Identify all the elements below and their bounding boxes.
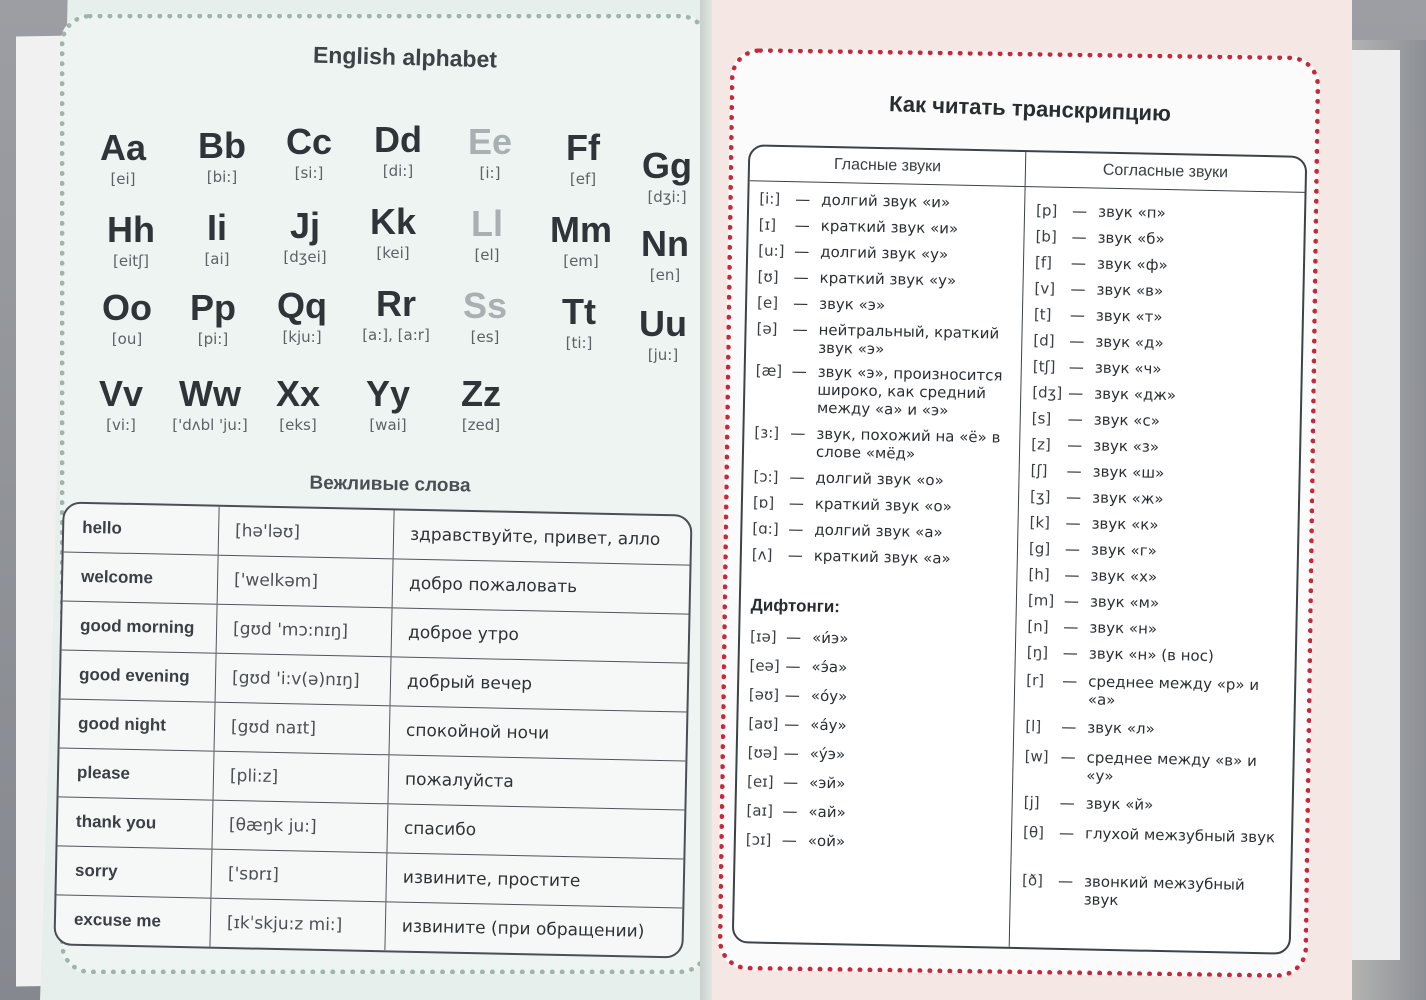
consonant-symbol: [r] — [1026, 671, 1045, 690]
letter-transcription: [ei] — [110, 170, 136, 188]
diphthong-row — [746, 830, 1003, 853]
letter-card — [76, 374, 166, 436]
vowel-symbol: [ʊ] — [757, 267, 779, 286]
russian-translation: добро пожаловать — [408, 573, 578, 598]
vowel-symbol: [ɔ:] — [753, 467, 779, 486]
vowel-description: звук «э», произносится широко, как средний между «а» и «э» — [816, 362, 1003, 420]
consonant-symbol: [l] — [1025, 717, 1042, 736]
alphabet-grid — [90, 118, 700, 448]
diphthong-row — [748, 743, 1005, 766]
letter-glyph: Aa — [99, 127, 147, 168]
letter-glyph: Tt — [562, 291, 596, 332]
consonant-row — [1023, 823, 1285, 846]
diphthong-symbol: [aɪ] — [746, 801, 774, 820]
consonant-row — [1028, 591, 1290, 614]
letter-card — [618, 304, 708, 366]
letter-transcription: [ju:] — [647, 346, 679, 364]
diphthong-row — [748, 714, 1005, 737]
vowel-row — [752, 545, 1009, 568]
consonant-row — [1030, 487, 1292, 510]
letter-glyph: Ii — [206, 207, 227, 248]
letter-glyph: Pp — [189, 287, 236, 328]
dash: — — [1070, 280, 1086, 299]
letter-glyph: Bb — [198, 125, 246, 166]
vowel-row — [756, 319, 1014, 360]
english-word: please — [59, 748, 215, 799]
diphthong-symbol: [aʊ] — [748, 714, 779, 733]
diphthong-description: «о́у» — [810, 686, 848, 706]
consonant-row — [1030, 461, 1292, 484]
consonant-row — [1033, 357, 1295, 380]
letter-card — [78, 128, 168, 190]
vowel-description: звук «э» — [818, 294, 886, 315]
letter-glyph: Zz — [461, 373, 501, 414]
consonant-symbol: [tʃ] — [1032, 357, 1056, 376]
diphthong-row — [749, 656, 1006, 679]
letter-glyph: Vv — [98, 373, 144, 414]
word-transcription: [ɪkˈskju:z mi:] — [210, 899, 386, 951]
diphthong-row — [749, 685, 1006, 708]
letter-card — [253, 374, 343, 436]
consonant-description: звук «л» — [1087, 718, 1155, 738]
vowel-description: нейтральный, краткий звук «э» — [817, 320, 1000, 359]
vowel-symbol: [ə] — [756, 319, 778, 338]
dash: — — [1065, 487, 1082, 507]
consonant-description: звук «дж» — [1094, 384, 1177, 405]
consonant-description: звук «б» — [1097, 228, 1165, 248]
dash: — — [1071, 228, 1087, 247]
word-transcription: ['welkəm] — [218, 556, 394, 608]
transcription-table — [732, 144, 1308, 955]
dash: — — [795, 190, 811, 209]
dash: — — [1061, 717, 1077, 737]
consonant-description: среднее между «р» и «а» — [1087, 672, 1260, 710]
consonant-row — [1026, 671, 1289, 712]
word-transcription: ['sɒrɪ] — [211, 850, 387, 902]
vowel-symbol: [ɪ] — [758, 215, 777, 234]
dash: — — [789, 468, 805, 487]
vowel-symbol: [æ] — [755, 361, 783, 380]
diphthong-symbol: [ʊə] — [747, 743, 779, 762]
letter-transcription: ['dʌbl 'ju:] — [172, 416, 248, 434]
consonant-symbol: [z] — [1031, 435, 1051, 454]
word-transcription: [gʊd 'i:v(ə)nɪŋ] — [216, 654, 392, 706]
dash: — — [1066, 461, 1082, 481]
letter-transcription: [di:] — [382, 162, 414, 180]
letter-transcription: [eks] — [279, 416, 317, 434]
letter-card — [160, 374, 260, 436]
diphthong-description: «а́у» — [810, 715, 847, 735]
letter-card — [172, 208, 262, 270]
letter-card — [620, 224, 710, 286]
english-word: good evening — [61, 650, 217, 701]
polite-words-table — [53, 501, 692, 958]
consonant-symbol: [s] — [1031, 409, 1052, 428]
consonant-description: звук «н» — [1089, 618, 1158, 638]
consonant-description: звук «ч» — [1094, 358, 1162, 378]
diphthong-description: «у́э» — [809, 744, 846, 764]
vowels-header: Гласные звуки — [750, 146, 1027, 186]
word-transcription: [gʊd 'mɔ:nɪŋ] — [217, 605, 393, 657]
letter-transcription: [ai] — [204, 250, 230, 268]
dash: — — [792, 294, 809, 313]
vowel-row — [757, 293, 1014, 316]
consonant-row — [1033, 331, 1295, 354]
consonant-symbol: [n] — [1027, 617, 1049, 636]
diphthong-description: «эй» — [808, 773, 846, 793]
dash: — — [793, 268, 809, 287]
vowel-description: краткий звук «о» — [814, 494, 952, 516]
letter-transcription: [ef] — [569, 170, 597, 188]
letter-card — [436, 374, 526, 436]
dash: — — [791, 362, 807, 381]
consonant-symbol: [d] — [1033, 331, 1055, 350]
russian-translation: спокойной ночи — [405, 720, 550, 744]
letter-glyph: Mm — [550, 209, 612, 250]
vowel-description: звук, похожий на «ё» в слове «мёд» — [815, 424, 1001, 463]
consonant-description: среднее между «в» и «у» — [1086, 748, 1257, 786]
dash: — — [1059, 793, 1075, 813]
consonant-description: звук «н» (в нос) — [1088, 644, 1214, 666]
consonant-description: звук «к» — [1091, 514, 1159, 534]
letter-glyph: Ff — [566, 127, 600, 168]
dash: — — [1060, 747, 1076, 767]
consonant-symbol: [ʃ] — [1030, 461, 1048, 480]
russian-translation: доброе утро — [407, 622, 520, 646]
letter-transcription: [vi:] — [106, 416, 136, 434]
vowel-symbol: [ɑ:] — [752, 519, 779, 538]
dash: — — [788, 494, 805, 513]
vowel-row — [759, 189, 1016, 212]
consonant-symbol: [v] — [1034, 279, 1056, 298]
diphthong-description: «и́э» — [811, 628, 849, 648]
dash: — — [1063, 591, 1080, 611]
diphthong-symbol: [eɪ] — [746, 772, 774, 791]
dash: — — [1065, 513, 1081, 533]
vowel-row — [753, 467, 1010, 490]
dash: — — [1062, 671, 1078, 691]
dash: — — [1062, 643, 1079, 663]
russian-translation: спасибо — [403, 818, 477, 841]
letter-card — [343, 374, 433, 436]
consonant-row — [1025, 717, 1287, 740]
letter-glyph: Cc — [285, 121, 333, 162]
vowel-symbol: [ɜ:] — [754, 423, 780, 442]
consonant-row — [1027, 617, 1289, 640]
diphthong-description: «ой» — [807, 831, 846, 851]
consonant-symbol: [θ] — [1022, 823, 1045, 842]
dash: — — [790, 424, 806, 443]
letter-transcription: [em] — [563, 252, 599, 270]
dash: — — [1068, 357, 1085, 377]
dash: — — [784, 715, 800, 734]
letter-card — [177, 126, 267, 188]
consonant-description: звук «м» — [1089, 592, 1160, 612]
letter-card — [440, 286, 530, 348]
vowel-symbol: [ʌ] — [751, 545, 773, 564]
dash: — — [1071, 202, 1088, 221]
letter-card — [445, 122, 535, 184]
consonant-description: звук «й» — [1085, 794, 1154, 814]
dash: — — [1069, 332, 1085, 351]
dash: — — [782, 773, 799, 792]
consonant-symbol: [j] — [1023, 793, 1040, 812]
letter-glyph: Uu — [639, 303, 687, 344]
letter-card — [257, 286, 347, 348]
vowel-description: долгий звук «у» — [820, 242, 949, 264]
russian-translation: добрый вечер — [406, 671, 533, 695]
english-word: good morning — [62, 601, 218, 652]
dash: — — [783, 744, 799, 763]
letter-card — [622, 146, 712, 208]
consonant-description: звонкий межзубный звук — [1083, 872, 1245, 910]
consonant-description: звук «ф» — [1096, 254, 1168, 275]
consonant-row — [1032, 409, 1294, 432]
consonant-symbol: [w] — [1024, 747, 1049, 766]
letter-transcription: [eitʃ] — [112, 252, 150, 270]
diphthong-description: «э́а» — [811, 657, 848, 677]
consonant-symbol: [k] — [1029, 513, 1051, 532]
consonant-description: глухой межзубный звук — [1084, 824, 1276, 847]
word-transcription: [θæŋk ju:] — [212, 801, 388, 853]
english-word: good night — [60, 699, 216, 750]
polite-words-title: Вежливые слова — [309, 472, 471, 497]
consonant-symbol: [b] — [1035, 227, 1057, 246]
diphthong-row — [750, 627, 1007, 650]
dash: — — [1064, 565, 1080, 585]
consonant-symbol: [t] — [1033, 305, 1052, 324]
english-word: sorry — [56, 846, 212, 897]
consonant-row — [1027, 643, 1289, 666]
letter-transcription: [bi:] — [206, 168, 238, 186]
vowel-symbol: [e] — [756, 293, 779, 312]
consonant-description: звук «т» — [1095, 306, 1163, 326]
letter-glyph: Ww — [179, 373, 241, 414]
letter-glyph: Jj — [289, 205, 321, 246]
vowel-row — [755, 361, 1013, 420]
english-word: welcome — [63, 552, 219, 603]
dash: — — [794, 242, 810, 261]
consonant-description: звук «х» — [1090, 566, 1158, 586]
vowel-row — [753, 493, 1010, 516]
vowel-row — [752, 519, 1009, 542]
consonant-symbol: [m] — [1027, 591, 1055, 610]
letter-card — [86, 210, 176, 272]
dash: — — [1067, 435, 1083, 455]
diphthongs-title: Дифтонги: — [750, 595, 841, 617]
consonant-symbol: [g] — [1028, 539, 1051, 558]
dash: — — [788, 520, 804, 539]
letter-card — [353, 120, 443, 182]
consonant-row — [1024, 793, 1286, 816]
vowel-description: краткий звук «а» — [813, 546, 951, 568]
transcription-title: Как читать транскрипцию — [888, 91, 1172, 126]
vowel-description: краткий звук «и» — [820, 216, 959, 238]
diphthong-row — [747, 772, 1004, 795]
dash: — — [1067, 409, 1083, 429]
dash: — — [1063, 617, 1079, 637]
letter-transcription: [el] — [474, 246, 500, 264]
vowels-column — [734, 181, 1026, 947]
letter-glyph: Hh — [107, 209, 155, 250]
vowel-description: долгий звук «а» — [814, 520, 943, 542]
word-transcription: [hə'ləʊ] — [219, 507, 395, 559]
letter-card — [346, 284, 446, 346]
dash: — — [787, 546, 804, 565]
vowel-row — [759, 215, 1016, 238]
letter-glyph: Ll — [471, 203, 503, 244]
letter-transcription: [pi:] — [197, 330, 229, 348]
dash: — — [1058, 823, 1075, 843]
letter-transcription: [dʒei] — [283, 248, 327, 266]
letter-transcription: [kju:] — [282, 328, 322, 346]
consonant-row — [1035, 227, 1297, 250]
russian-translation: извините, простите — [402, 867, 581, 892]
letter-transcription: [a:], [a:r] — [362, 326, 430, 344]
letter-glyph: Qq — [277, 285, 327, 326]
dash: — — [794, 216, 810, 235]
consonant-row — [1029, 539, 1291, 562]
consonant-row — [1031, 435, 1293, 458]
consonant-symbol: [ʒ] — [1029, 487, 1051, 506]
letter-glyph: Yy — [365, 373, 411, 414]
consonant-symbol: [dʒ] — [1032, 383, 1063, 402]
dash: — — [1057, 871, 1074, 891]
consonant-symbol: [h] — [1028, 565, 1050, 584]
letter-card — [264, 122, 354, 184]
consonant-description: звук «г» — [1090, 540, 1157, 560]
consonant-symbol: [ð] — [1021, 871, 1044, 890]
letter-transcription: [kei] — [376, 244, 410, 262]
letter-card — [536, 210, 626, 272]
vowel-description: долгий звук «и» — [821, 190, 951, 212]
letter-transcription: [es] — [470, 328, 500, 346]
letter-card — [82, 288, 172, 350]
letter-glyph: Nn — [641, 223, 689, 264]
vowel-row — [757, 267, 1014, 290]
diphthong-row — [746, 801, 1003, 824]
consonant-row — [1024, 747, 1287, 788]
letter-glyph: Rr — [375, 283, 416, 324]
consonant-row — [1022, 871, 1285, 912]
letter-transcription: [dʒi:] — [647, 188, 687, 206]
letter-glyph: Gg — [642, 145, 692, 186]
consonant-row — [1036, 201, 1298, 224]
dash: — — [781, 831, 798, 850]
english-word: excuse me — [55, 895, 211, 946]
vowel-symbol: [u:] — [758, 241, 785, 261]
word-transcription: [pli:z] — [214, 752, 390, 804]
dash: — — [1064, 539, 1081, 559]
consonants-header: Согласные звуки — [1102, 161, 1229, 182]
dash: — — [1069, 306, 1086, 325]
consonant-description: звук «в» — [1096, 280, 1164, 300]
russian-translation: пожалуйста — [404, 769, 515, 792]
consonant-description: звук «с» — [1093, 410, 1161, 430]
consonant-description: звук «д» — [1095, 332, 1164, 352]
letter-glyph: Ss — [462, 285, 508, 326]
russian-translation: здравствуйте, привет, алло — [409, 524, 661, 550]
vowel-symbol: [i:] — [759, 189, 781, 208]
consonants-column — [1011, 187, 1305, 953]
letter-glyph: Kk — [369, 201, 417, 242]
dash: — — [785, 657, 801, 676]
letter-transcription: [si:] — [294, 164, 324, 182]
dash: — — [1070, 254, 1087, 273]
diphthong-description: «ай» — [808, 802, 846, 822]
vowel-row — [754, 423, 1012, 464]
dash: — — [784, 686, 801, 705]
diphthong-symbol: [ɔɪ] — [745, 830, 772, 849]
consonant-row — [1029, 513, 1291, 536]
consonant-row — [1034, 279, 1296, 302]
letter-transcription: [i:] — [479, 164, 501, 182]
vowel-description: краткий звук «у» — [819, 268, 957, 290]
english-word: thank you — [58, 797, 214, 848]
letter-transcription: [ti:] — [565, 334, 593, 352]
consonant-description: звук «ш» — [1092, 462, 1165, 483]
letter-card — [442, 204, 532, 266]
letter-transcription: [wai] — [369, 416, 407, 434]
consonant-description: звук «з» — [1093, 436, 1160, 456]
english-word: hello — [64, 503, 220, 554]
diphthong-symbol: [əʊ] — [748, 685, 780, 704]
consonant-row — [1035, 253, 1297, 276]
letter-card — [168, 288, 258, 350]
letter-card — [260, 206, 350, 268]
consonant-description: звук «ж» — [1091, 488, 1164, 509]
vowel-symbol: [ɒ] — [752, 493, 775, 512]
letter-glyph: Ee — [467, 121, 513, 162]
consonant-row — [1028, 565, 1290, 588]
diphthong-symbol: [ɪə] — [749, 627, 777, 646]
consonant-row — [1032, 383, 1294, 406]
consonant-symbol: [ŋ] — [1026, 643, 1049, 662]
letter-glyph: Xx — [275, 373, 321, 414]
dash: — — [792, 320, 808, 339]
vowel-row — [758, 241, 1015, 264]
dash: — — [785, 628, 802, 647]
vowel-description: долгий звук «о» — [815, 468, 944, 490]
letter-card — [534, 292, 624, 354]
consonant-symbol: [f] — [1034, 253, 1053, 272]
dash: — — [1068, 383, 1084, 403]
consonant-symbol: [p] — [1035, 201, 1058, 220]
letter-transcription: [ou] — [111, 330, 143, 348]
word-transcription: [gʊd naɪt] — [215, 703, 391, 755]
consonant-row — [1034, 305, 1296, 328]
letter-card — [538, 128, 628, 190]
alphabet-title: English alphabet — [312, 41, 498, 73]
dash: — — [782, 802, 798, 821]
letter-transcription: [en] — [649, 266, 681, 284]
letter-glyph: Dd — [374, 119, 422, 160]
letter-card — [348, 202, 438, 264]
letter-transcription: [zed] — [461, 416, 501, 434]
letter-glyph: Oo — [102, 287, 152, 328]
diphthong-symbol: [eə] — [749, 656, 780, 676]
russian-translation: извините (при обращении) — [401, 916, 645, 942]
consonant-description: звук «п» — [1097, 202, 1166, 222]
